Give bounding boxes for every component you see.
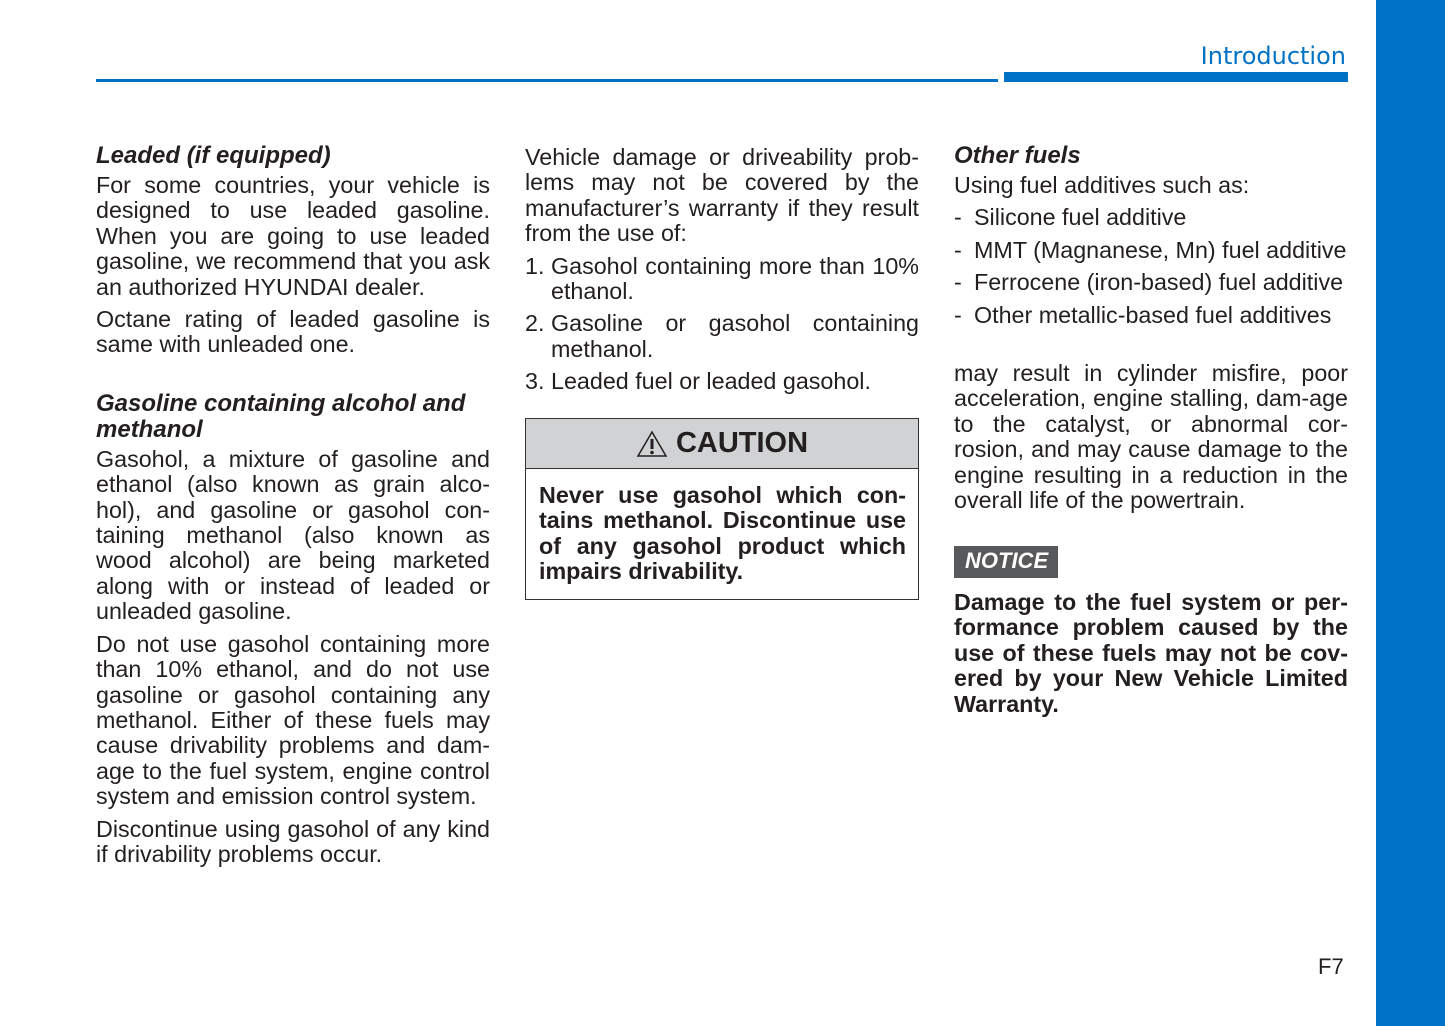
list-item (525, 369, 919, 394)
list-text: Leaded fuel or leaded gasohol. (551, 368, 871, 395)
list-bullet: - (954, 269, 962, 296)
caution-body: Never use gasohol which con-tains methanol. Discontinue use of any gasohol product which impairs drivability. (539, 482, 906, 585)
notice-badge: NOTICE (954, 546, 1058, 577)
list-item (954, 270, 1348, 295)
notice-body: Damage to the fuel system or per-formance problem caused by the use of these fuels may not be cov-ered by your New Vehicle Limited Warranty. (954, 588, 1348, 717)
column-1 (96, 143, 490, 874)
warning-triangle-icon (636, 430, 668, 458)
column-2 (525, 145, 919, 402)
column-3 (954, 143, 1348, 724)
paragraph: For some countries, your vehicle is designed to use leaded gasoline. When you are going to use leaded gasoline, we recommend that you ask an authorized HYUNDAI dealer. (96, 172, 490, 300)
list-number: 2. (525, 310, 545, 337)
paragraph: Discontinue using gasohol of any kind if drivability problems occur. (96, 815, 490, 867)
list-text: MMT (Magnanese, Mn) fuel additive (974, 236, 1347, 263)
list-text: Ferrocene (iron-based) fuel additive (974, 269, 1344, 296)
heading-leaded: Leaded (if equipped) (96, 142, 331, 169)
page-number: F7 (1318, 954, 1344, 979)
list-text: Gasoline or gasohol containing methanol. (551, 310, 919, 362)
side-tab-bar (1376, 0, 1445, 1026)
header-rule (96, 79, 998, 82)
heading-other-fuels: Other fuels (954, 142, 1081, 169)
list-item (954, 238, 1348, 263)
paragraph: Vehicle damage or driveability prob-lems may not be covered by the manufacturer’s warranty if they result from the use of: (525, 144, 919, 247)
list-item (954, 303, 1348, 328)
list-number: 1. (525, 252, 545, 279)
paragraph: Using fuel additives such as: (954, 172, 1250, 198)
list-number: 3. (525, 368, 545, 395)
additive-list (954, 205, 1348, 328)
caution-box (525, 418, 919, 600)
list-text: Silicone fuel additive (974, 204, 1187, 231)
paragraph: Octane rating of leaded gasoline is same with unleaded one. (96, 306, 490, 358)
header-rule-accent (1004, 72, 1348, 82)
heading-gasoline-alcohol: Gasoline containing alcohol and methanol (96, 389, 466, 443)
list-text: Other metallic-based fuel additives (974, 301, 1332, 328)
list-bullet: - (954, 204, 962, 231)
paragraph: may result in cylinder misfire, poor acceleration, engine stalling, dam-age to the catalyst, or abnormal cor-rosion, and may cause damage to the engine resulting in a reduction in the overall life of the powertrain. (954, 360, 1348, 514)
list-bullet: - (954, 301, 962, 328)
list-item (525, 254, 919, 305)
numbered-list (525, 254, 919, 395)
section-title: Introduction (1200, 42, 1346, 70)
list-item (954, 205, 1348, 230)
list-text: Gasohol containing more than 10% ethanol. (551, 252, 919, 305)
caution-header (526, 419, 918, 469)
caution-title: CAUTION (675, 427, 809, 459)
list-item (525, 311, 919, 362)
paragraph: Do not use gasohol containing more than 10% ethanol, and do not use gasoline or gasohol containing any methanol. Either of these fuels may cause drivability problems and dam-age to the fuel system, engine control system and emission control system. (96, 630, 490, 810)
list-bullet: - (954, 236, 962, 263)
paragraph: Gasohol, a mixture of gasoline and ethanol (also known as grain alco-hol), and gasoline or gasohol con-taining methanol (also known as wood alcohol) are being marketed along with or instead of leaded or unleaded gasoline. (96, 445, 490, 625)
